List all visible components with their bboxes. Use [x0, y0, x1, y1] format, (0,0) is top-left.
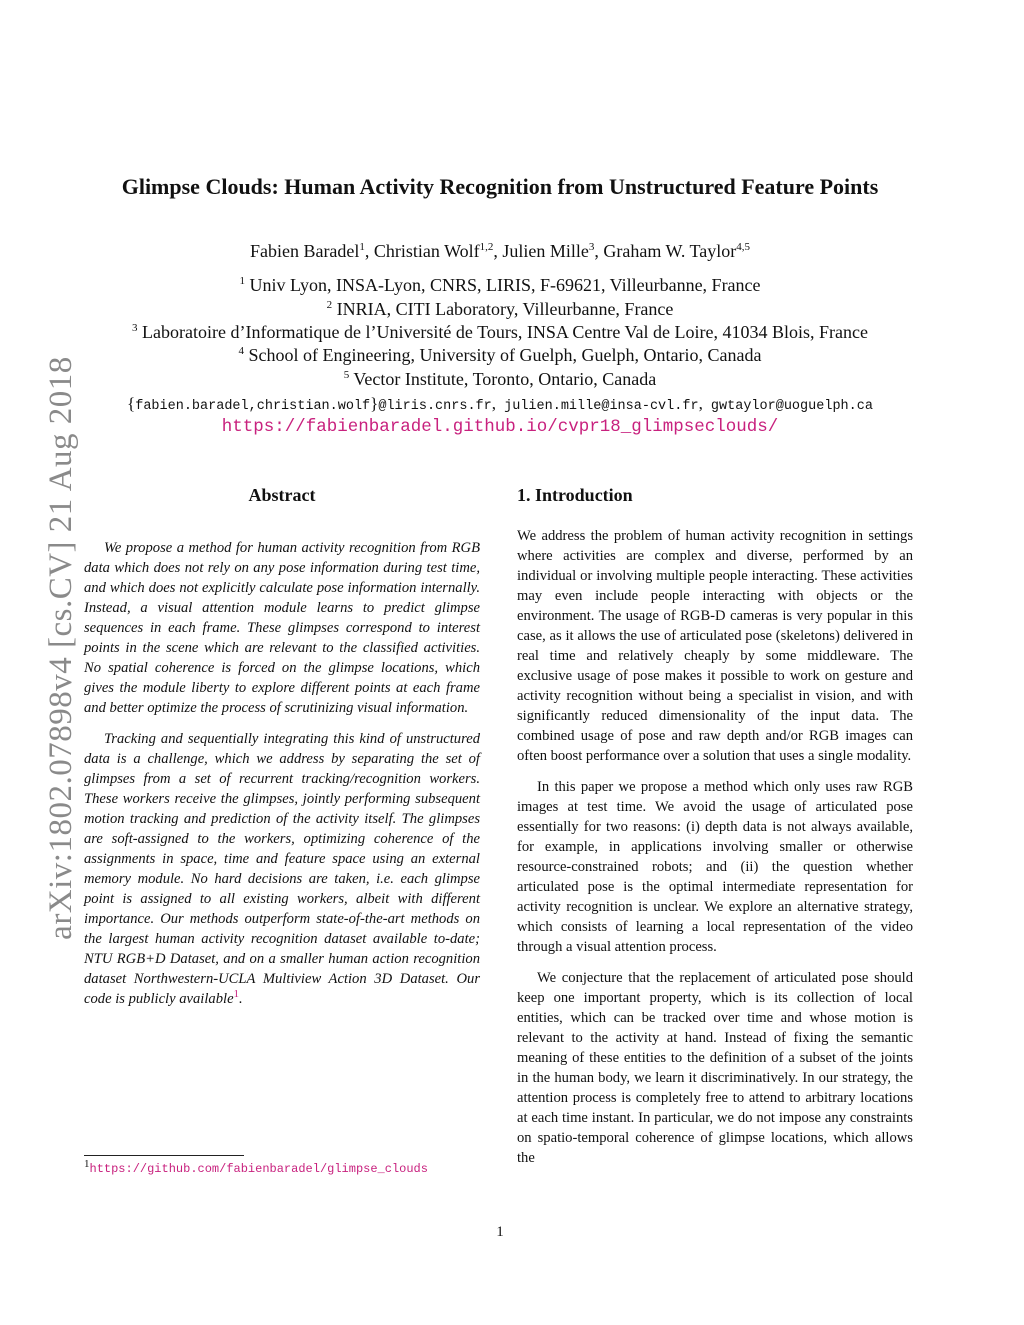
abstract-paragraph: We propose a method for human activity recognition from RGB data which does not rely on any pose information during test time, and which does not explicitly calculate pose information internally. Instead, a visual attention module learns to predict glimpse sequences in each frame. These glimpses correspond to interest points in the scene which are relevant to the classified activities. No spatial coherence is forced on the glimpse locations, which gives the module liberty to explore different points at each frame and better optimize the process of scrutinizing visual information. — [84, 540, 480, 716]
affiliation-number: 2 — [326, 299, 333, 311]
affiliation-number: 1 — [239, 275, 245, 287]
abstract-paragraph: Tracking and sequentially integrating this kind of unstructured data is a challenge, which we address by separating the set of glimpses from a set of recurrent tracking/recognition workers. These workers receive the glimpses, jointly performing subsequent motion tracking and prediction of the activity itself. The glimpses are soft-assigned to the workers, optimizing coherence of the assignments in space, time and feature space using an external memory module. No hard decisions are taken, i.e. each glimpse point is assigned to all existing workers, albeit with different importance. Our methods outperform state-of-the-art methods on the largest human activity recognition dataset available to-date; NTU RGB+D Dataset, and on a smaller human action recognition dataset Northwestern-UCLA Multiview Action 3D Dataset. Our code is publicly available$^1$. — [84, 731, 480, 1007]
introduction-heading: 1. Introduction — [517, 485, 633, 505]
affiliation-line — [60, 320, 940, 344]
footnote-divider — [84, 1155, 244, 1156]
introduction-column — [517, 482, 913, 1179]
project-page-link[interactable]: https://fabienbaradel.github.io/cvpr18_glimpseclouds/ — [221, 417, 779, 437]
author-name: Julien Mille — [502, 241, 589, 261]
author-name: Graham W. Taylor — [603, 241, 737, 261]
introduction-paragraph: We address the problem of human activity recognition in settings where activities are complex and diverse, performed by an individual or involving multiple people interacting. These activities may even include people interacting with objects or the environment. The usage of RGB-D cameras is very popular in this case, as it allows the use of articulated pose (skeletons) delivered in real time and relatively cheaply by some middleware. The exclusive usage of pose makes it possible to work on gesture and activity recognition without being a specialist in vision, and with significantly reduced dimensionality of the input data. The combined usage of pose and raw depth and/or RGB images can often boost performance over a solution that uses a single modality. — [517, 528, 913, 764]
page-number: 1 — [496, 1224, 504, 1240]
paper-title: Glimpse Clouds: Human Activity Recognition from Unstructured Feature Points — [121, 174, 879, 199]
email-address[interactable]: gwtaylor@uoguelph.ca — [710, 399, 873, 414]
email-group[interactable]: fabien.baradel,christian.wolf — [135, 399, 371, 414]
introduction-paragraph: In this paper we propose a method which only uses raw RGB images at test time. We avoid the usage of articulated pose essentially for two reasons: (i) depth data is not always available, for example, in applications involving smaller or otherwise resource-constrained robots; and (ii) the question whether articulated pose is the optimal intermediate representation for activity recognition is unclear. We explore an alternative strategy, which consists of learning a local representation of the video through a visual attention process. — [517, 779, 913, 955]
footnote-marker-link[interactable]: 1 — [233, 988, 240, 1001]
affiliation-text: Univ Lyon, INSA-Lyon, CNRS, LIRIS, F-69621, Villeurbanne, France — [249, 275, 761, 295]
abstract-column — [84, 482, 480, 1020]
affiliation-line — [60, 343, 940, 367]
affiliation-number: 5 — [343, 369, 350, 381]
affiliation-number: 4 — [238, 345, 245, 357]
email-group-domain[interactable]: @liris.cnrs.fr — [378, 399, 492, 414]
affiliation-text: Vector Institute, Toronto, Ontario, Canada — [353, 369, 657, 389]
abstract-paragraph-text: Tracking and sequentially integrating this kind of unstructured data is a challenge, which we address by separating the set of glimpses from a set of recurrent tracking/recognition workers. These workers receive the glimpses, jointly performing subsequent motion tracking and prediction of the activity itself. The glimpses are soft-assigned to the workers, optimizing coherence of the assignments in space, time and feature space using an external memory module. No hard decisions are taken, i.e. each glimpse point is assigned to all existing workers, albeit with different importance. Our methods outperform state-of-the-art methods on the largest human activity recognition dataset available to-date; NTU RGB+D Dataset, and on a smaller human action recognition dataset Northwestern-UCLA Multiview Action 3D Dataset. Our code is publicly available — [84, 731, 480, 1007]
introduction-paragraph: We conjecture that the replacement of articulated pose should keep one important property, which is its collection of local entities, which can be tracked over time and whose motion is relevant to the activity at hand. Instead of fixing the semantic meaning of these entities to the definition of a subset of the joints in the human body, we learn it discriminatively. In our strategy, the attention process is completely free to attend to arbitrary locations at each time instant. In particular, we do not impose any constraints on spatio-temporal coherence of glimpse locations, which allows the — [517, 970, 913, 1166]
author-affiliation-index: 4,5 — [736, 241, 751, 253]
affiliation-text: Laboratoire d’Informatique de l’Université de Tours, INSA Centre Val de Loire, 41034 Blois, France — [142, 322, 868, 342]
email-address[interactable]: julien.mille@insa-cvl.fr — [504, 399, 699, 414]
footnote-number: 1 — [84, 1158, 90, 1170]
author-affiliation-index: 3 — [588, 241, 595, 253]
arxiv-identifier-stamp: arXiv:1802.07898v4 [cs.CV] 21 Aug 2018 — [43, 356, 79, 940]
author-affiliation-index: 1,2 — [479, 241, 494, 253]
affiliation-text: INRIA, CITI Laboratory, Villeurbanne, France — [336, 299, 674, 319]
affiliation-line — [60, 367, 940, 391]
affiliation-line — [60, 273, 940, 297]
author-affiliation-index: 1 — [359, 241, 365, 253]
affiliation-text: School of Engineering, University of Guelph, Guelph, Ontario, Canada — [248, 345, 762, 365]
footnote-url-link[interactable]: https://github.com/fabienbaradel/glimpse_clouds — [89, 1162, 428, 1176]
author-name: Fabien Baradel — [249, 241, 360, 261]
author-name: Christian Wolf — [373, 241, 480, 261]
author-list: Fabien Baradel$^1$, Christian Wolf$^{1,2}$, Julien Mille$^3$, Graham W. Taylor$^{4,5}$ — [249, 241, 751, 261]
affiliation-number: 3 — [132, 322, 138, 334]
footnote — [84, 1158, 464, 1177]
abstract-heading: Abstract — [248, 485, 316, 505]
author-emails: {fabien.baradel,christian.wolf}@liris.cnrs.fr, julien.mille@insa-cvl.fr, gwtaylor@uoguelph.ca — [127, 394, 873, 414]
affiliation-line — [60, 297, 940, 321]
